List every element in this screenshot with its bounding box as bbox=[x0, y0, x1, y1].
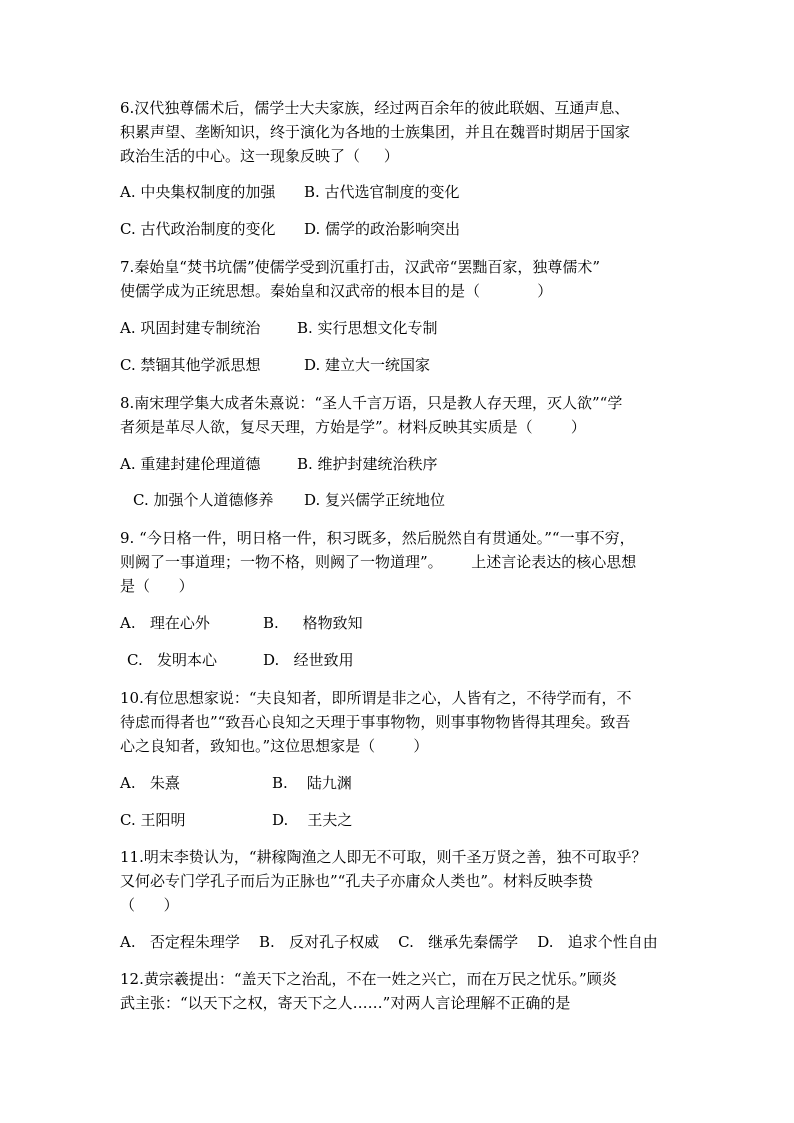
question-11-stem-line-3: （ ） bbox=[120, 896, 179, 914]
question-7-option-d: D. 建立大一统国家 bbox=[304, 356, 431, 374]
question-8-option-c: C. 加强个人道德修养 bbox=[133, 491, 274, 509]
question-8-stem-line-2: 者须是革尽人欲，复尽天理，方始是学”。材料反映其实质是（ ） bbox=[120, 418, 586, 436]
question-8-stem-line-1: 8.南宋理学集大成者朱熹说：“圣人千言万语，只是教人存天理，灭人欲”“学 bbox=[120, 394, 623, 412]
question-10-stem-line-2: 待虑而得者也”“致吾心良知之天理于事事物物，则事事物物皆得其理矣。致吾 bbox=[120, 713, 631, 731]
question-6-option-c: C. 古代政治制度的变化 bbox=[120, 220, 276, 238]
question-9-stem-line-3: 是（ ） bbox=[120, 577, 194, 595]
question-6-option-d: D. 儒学的政治影响突出 bbox=[304, 220, 461, 238]
question-8-option-a: A. 重建封建伦理道德 bbox=[120, 455, 261, 473]
question-7-option-c: C. 禁锢其他学派思想 bbox=[120, 356, 261, 374]
question-12-stem-line-2: 武主张：“以天下之权，寄天下之人……”对两人言论理解不正确的是 bbox=[120, 994, 571, 1012]
question-7-stem-line-1: 7.秦始皇“焚书坑儒”使儒学受到沉重打击，汉武帝“罢黜百家，独尊儒术” bbox=[120, 258, 600, 276]
question-10-stem-line-3: 心之良知者，致知也。”这位思想家是（ ） bbox=[120, 737, 429, 755]
question-9-option-d: D. 经世致用 bbox=[263, 651, 354, 669]
question-7-option-b: B. 实行思想文化专制 bbox=[297, 319, 438, 337]
question-9-option-a: A. 理在心外 bbox=[120, 614, 210, 632]
question-6-stem-line-2: 积累声望、垄断知识，终于演化为各地的士族集团，并且在魏晋时期居于国家 bbox=[120, 123, 631, 141]
question-7-stem-line-2: 使儒学成为正统思想。秦始皇和汉武帝的根本目的是（ ） bbox=[120, 282, 553, 300]
question-6-option-b: B. 古代选官制度的变化 bbox=[304, 183, 460, 201]
question-9-option-b: B. 格物致知 bbox=[263, 614, 363, 632]
question-11-stem-line-1: 11.明末李贽认为，“耕稼陶渔之人即无不可取，则千圣万贤之善，独不可取乎？ bbox=[120, 848, 647, 866]
question-10-option-b: B. 陆九渊 bbox=[272, 774, 352, 792]
question-11-options: A. 否定程朱理学 B. 反对孔子权威 C. 继承先秦儒学 D. 追求个性自由 bbox=[120, 933, 658, 951]
question-9-stem-line-1: 9. “今日格一件，明日格一件，积习既多，然后脱然自有贯通处。”“一事不穷， bbox=[120, 529, 635, 547]
question-8-option-b: B. 维护封建统治秩序 bbox=[297, 455, 438, 473]
question-6-option-a: A. 中央集权制度的加强 bbox=[120, 183, 276, 201]
question-10-option-c: C. 王阳明 bbox=[120, 811, 186, 829]
question-10-option-d: D. 王夫之 bbox=[272, 811, 353, 829]
question-12-stem-line-1: 12.黄宗羲提出：“盖天下之治乱，不在一姓之兴亡，而在万民之忧乐。”顾炎 bbox=[120, 970, 617, 988]
question-6-stem-line-3: 政治生活的中心。这一现象反映了（ ） bbox=[120, 147, 399, 165]
question-9-option-c: C. 发明本心 bbox=[127, 651, 218, 669]
question-10-option-a: A. 朱熹 bbox=[120, 774, 180, 792]
question-6-stem-line-1: 6.汉代独尊儒术后，儒学士大夫家族，经过两百余年的彼此联姻、互通声息、 bbox=[120, 99, 630, 117]
question-11-stem-line-2: 又何必专门学孔子而后为正脉也”“孔夫子亦庸众人类也”。材料反映李贽 bbox=[120, 872, 594, 890]
question-8-option-d: D. 复兴儒学正统地位 bbox=[304, 491, 446, 509]
question-9-stem-line-2: 则阙了一事道理；一物不格，则阙了一物道理”。 上述言论表达的核心思想 bbox=[120, 553, 637, 571]
question-7-option-a: A. 巩固封建专制统治 bbox=[120, 319, 261, 337]
question-10-stem-line-1: 10.有位思想家说：“夫良知者，即所谓是非之心，人皆有之，不待学而有，不 bbox=[120, 689, 632, 707]
